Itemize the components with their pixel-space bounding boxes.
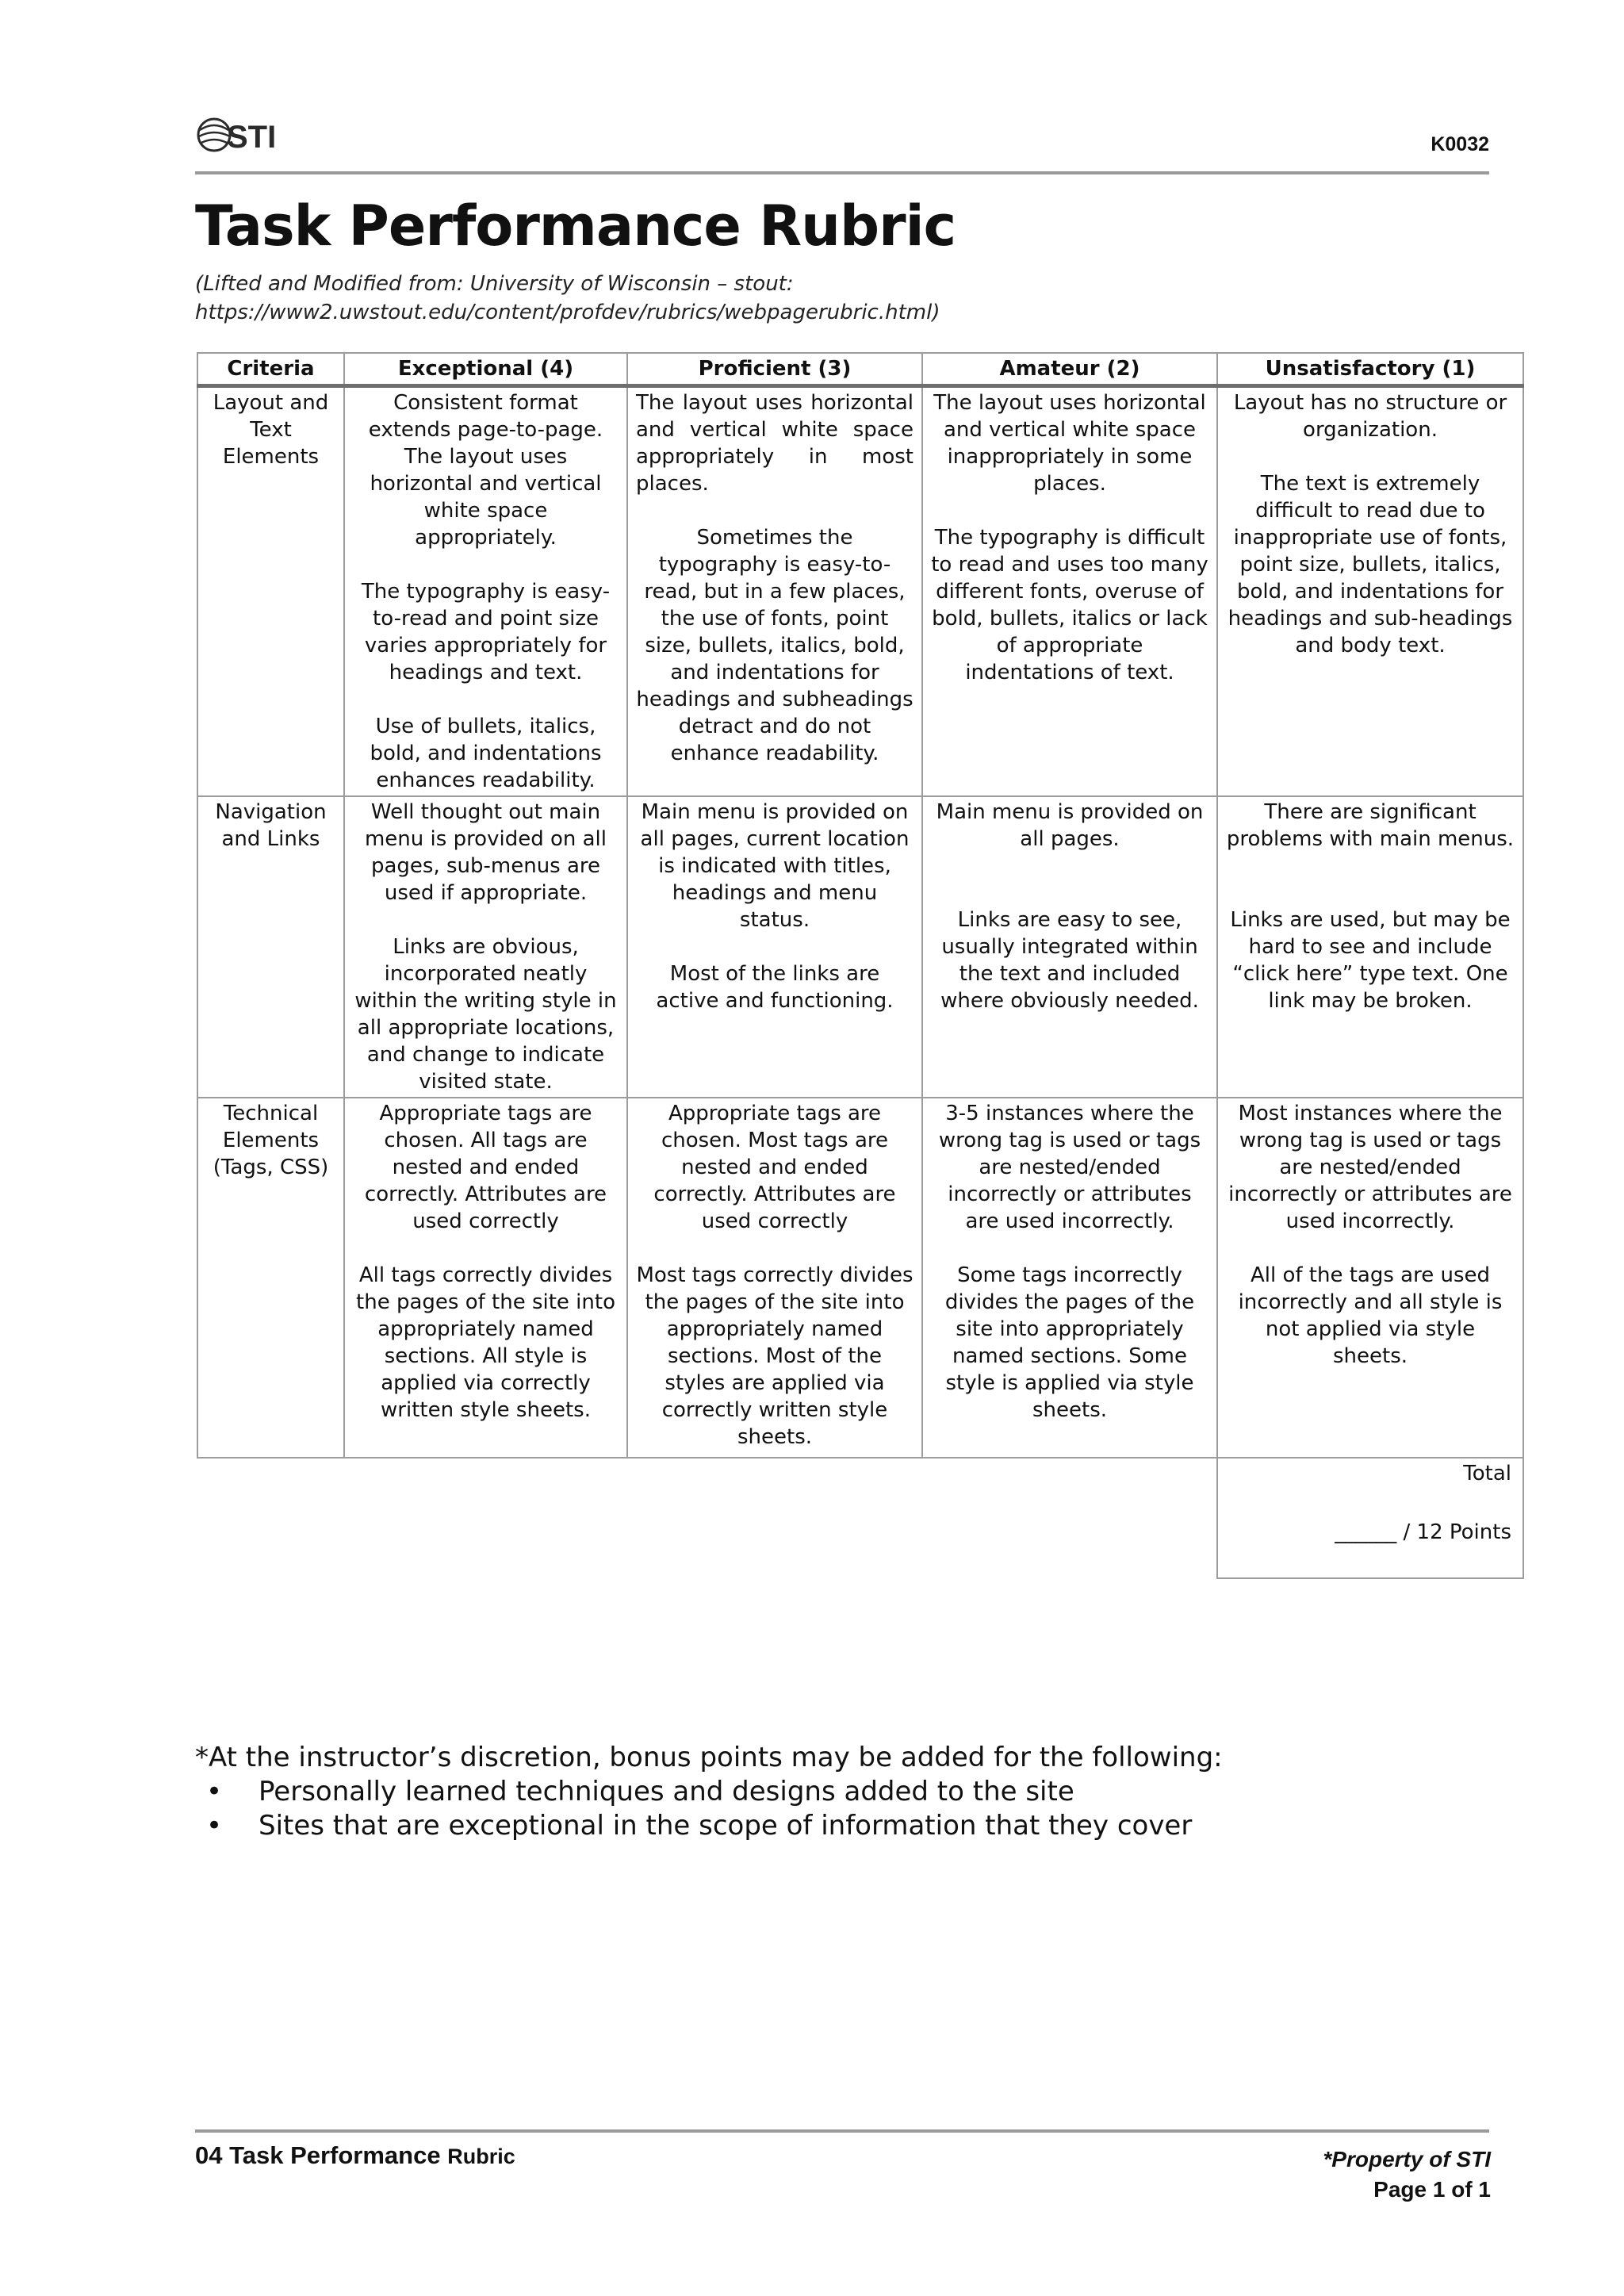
cell-text: 3-5 instances where the wrong tag is used or tags are nested/ended incorrectly or attributes are used incorrectly. <box>938 1102 1201 1233</box>
cell-text: The typography is easy-to-read and point size varies appropriately for headings and text. <box>361 580 611 684</box>
list-item: • Personally learned techniques and designs added to the site <box>259 1775 1223 1809</box>
cell-text: All tags correctly divides the pages of the site into appropriately named sections. All style is applied via correctly written style sheets. <box>356 1263 615 1422</box>
cell-text: The layout uses horizontal and vertical white space appropriately in most places. <box>636 391 914 496</box>
cell-text: Well thought out main menu is provided on all pages, sub-menus are used if appropriate. <box>364 800 607 905</box>
rating-cell <box>1217 386 1523 797</box>
cell-text: Use of bullets, italics, bold, and indentations enhances readability. <box>370 715 602 792</box>
criteria-cell: Navigation and Links <box>197 796 344 1098</box>
cell-text: Appropriate tags are chosen. Most tags are nested and ended correctly. Attributes are used correctly <box>653 1102 896 1233</box>
criteria-cell: Layout and Text Elements <box>197 386 344 797</box>
table-row <box>197 386 1523 797</box>
bonus-note <box>195 1741 1223 1843</box>
page-number: Page 1 of 1 <box>1373 2177 1491 2202</box>
cell-text: All of the tags are used incorrectly and all style is not applied via style sheets. <box>1238 1263 1503 1368</box>
cell-text: The layout uses horizontal and vertical white space inappropriately in some places. <box>933 391 1206 496</box>
cell-text: Links are easy to see, usually integrated within the text and included where obviously needed. <box>940 908 1199 1013</box>
cell-text: Links are obvious, incorporated neatly within the writing style in all appropriate locations, and change to indicate visited state. <box>354 935 617 1094</box>
source-url: https://www2.uwstout.edu/content/profdev/rubrics/webpagerubric.html) <box>195 301 940 324</box>
rating-cell <box>627 796 922 1098</box>
criteria-cell: Technical Elements (Tags, CSS) <box>197 1098 344 1458</box>
rating-cell <box>627 386 922 797</box>
sti-logo <box>195 113 298 157</box>
total-row <box>197 1458 1523 1578</box>
source-line-1: (Lifted and Modified from: University of Wisconsin – stout: <box>195 272 794 296</box>
property-notice: *Property of STI <box>1323 2147 1491 2171</box>
cell-text: Some tags incorrectly divides the pages of the site into appropriately named sections. Some style is applied via style sheets. <box>944 1263 1195 1422</box>
cell-text: Main menu is provided on all pages, current location is indicated with titles, headings and menu status. <box>640 800 910 932</box>
table-header-row <box>197 353 1523 386</box>
total-cell <box>1217 1458 1523 1578</box>
header-unsatisfactory: Unsatisfactory (1) <box>1217 353 1523 386</box>
cell-text: Links are used, but may be hard to see and include “click here” type text. One link may be broken. <box>1230 908 1511 1013</box>
document-code: K0032 <box>1431 133 1489 155</box>
svg-text:STI: STI <box>227 120 277 155</box>
cell-text: Appropriate tags are chosen. All tags are nested and ended correctly. Attributes are used correctly <box>364 1102 607 1233</box>
rating-cell <box>627 1098 922 1458</box>
rubric-table <box>197 352 1524 1579</box>
rating-cell <box>344 1098 627 1458</box>
rating-cell <box>344 796 627 1098</box>
bonus-intro: *At the instructor’s discretion, bonus points may be added for the following: <box>195 1742 1223 1773</box>
cell-text: Most of the links are active and functioning. <box>656 962 894 1013</box>
cell-text: There are significant problems with main menus. <box>1226 800 1515 851</box>
table-row <box>197 1098 1523 1458</box>
header-amateur: Amateur (2) <box>922 353 1217 386</box>
cell-text: The typography is difficult to read and uses too many different fonts, overuse of bold, bullets, italics or lack of appropriate indentations of text. <box>931 526 1208 684</box>
list-item: • Sites that are exceptional in the scope of information that they cover <box>259 1809 1223 1843</box>
cell-text: Layout has no structure or organization. <box>1233 391 1507 442</box>
blank-cell <box>197 1458 1217 1578</box>
source-note <box>195 270 940 327</box>
header-divider <box>195 171 1489 174</box>
footer-doc-word: Rubric <box>447 2145 515 2168</box>
footer-divider <box>195 2129 1489 2133</box>
rating-cell <box>1217 796 1523 1098</box>
page-title: Task Performance Rubric <box>195 194 956 259</box>
table-row <box>197 796 1523 1098</box>
header-criteria: Criteria <box>197 353 344 386</box>
cell-text: The text is extremely difficult to read due to inappropriate use of fonts, point size, bullets, italics, bold, and indentations for headings and sub-headings and body text. <box>1228 472 1513 657</box>
cell-text: Most tags correctly divides the pages of the site into appropriately named sections. Most of the styles are applied via correctly written style sheets. <box>636 1263 914 1449</box>
footer-document-name <box>195 2141 515 2170</box>
cell-text: Sometimes the typography is easy-to-read, but in a few places, the use of fonts, point size, bullets, italics, bold, and indentations for headings and subheadings detract and do not enhance readability. <box>636 526 914 765</box>
header-exceptional: Exceptional (4) <box>344 353 627 386</box>
cell-text: Most instances where the wrong tag is used or tags are nested/ended incorrectly or attributes are used incorrectly. <box>1228 1102 1512 1233</box>
rating-cell <box>922 1098 1217 1458</box>
rating-cell <box>922 386 1217 797</box>
rating-cell <box>344 386 627 797</box>
rating-cell <box>1217 1098 1523 1458</box>
cell-text: Main menu is provided on all pages. <box>936 800 1204 851</box>
footer-meta <box>1323 2145 1491 2205</box>
total-label: Total <box>1463 1462 1511 1485</box>
rating-cell <box>922 796 1217 1098</box>
cell-text: Consistent format extends page-to-page. The layout uses horizontal and vertical white space appropriately. <box>368 391 603 550</box>
total-points: ______ / 12 Points <box>1335 1520 1511 1544</box>
bonus-list <box>195 1775 1223 1843</box>
footer-doc-number: 04 Task Performance <box>195 2141 441 2169</box>
header-proficient: Proficient (3) <box>627 353 922 386</box>
